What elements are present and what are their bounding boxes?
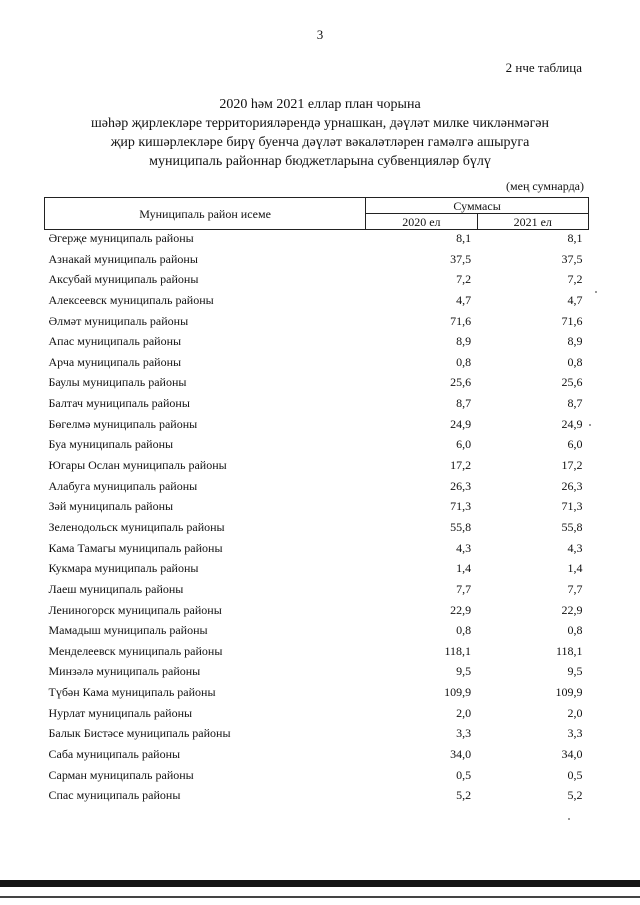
header-year-2020: 2020 ел [366,214,477,230]
table-row [45,788,589,809]
heading-line: 2020 һәм 2021 еллар план чорына [219,97,421,112]
table-row [45,252,589,273]
table-row [45,458,589,479]
district-name-cell: Кама Тамагы муниципаль районы [48,540,223,555]
table-row [45,623,589,644]
value-2020-cell: 7,2 [456,272,472,287]
heading-line: муниципаль районнар бюджетларына субвенцияләр бүлү [149,154,491,169]
district-name-cell: Азнакай муниципаль районы [48,251,198,266]
units-note: (мең сумнарда) [506,179,584,193]
district-name-cell: Саба муниципаль районы [48,747,181,762]
page-number: 3 [316,27,324,42]
table-header [45,198,589,230]
value-2020-cell: 118,1 [444,643,472,658]
district-name-cell: Апас муниципаль районы [48,334,182,349]
district-name-cell: Балык Бистәсе муниципаль районы [48,726,231,741]
value-2021-cell: 55,8 [561,519,583,534]
value-2021-cell: 24,9 [561,416,583,431]
table-row [45,726,589,747]
value-2020-cell: 34,0 [450,747,472,762]
value-2020-cell: 4,7 [456,292,472,307]
value-2020-cell: 0,8 [456,623,472,638]
value-2021-cell: 8,7 [567,396,583,411]
value-2021-cell: 0,5 [567,767,583,782]
district-name-cell: Алабуга муниципаль районы [48,478,198,493]
value-2021-cell: 5,2 [567,788,583,803]
value-2020-cell: 71,6 [450,313,472,328]
table-label: 2 нче таблица [505,60,582,75]
value-2021-cell: 9,5 [567,664,583,679]
value-2020-cell: 8,7 [456,396,472,411]
district-name-cell: Кукмара муниципаль районы [48,561,199,576]
value-2020-cell: 22,9 [450,602,472,617]
district-name-cell: Алексеевск муниципаль районы [48,292,214,307]
value-2021-cell: 26,3 [561,478,583,493]
table-row [45,272,589,293]
subvention-table [44,197,589,809]
district-name-cell: Әлмәт муниципаль районы [48,313,189,328]
district-name-cell: Түбән Кама муниципаль районы [48,685,216,700]
district-name-cell: Буа муниципаль районы [48,437,174,452]
value-2020-cell: 5,2 [456,788,472,803]
district-name-cell: Арча муниципаль районы [48,354,182,369]
table-row [45,314,589,335]
value-2021-cell: 109,9 [555,685,583,700]
value-2020-cell: 0,5 [456,767,472,782]
value-2021-cell: 37,5 [561,251,583,266]
table-row [45,644,589,665]
table-row [45,437,589,458]
value-2020-cell: 17,2 [450,458,472,473]
value-2021-cell: 3,3 [567,726,583,741]
district-name-cell: Минзәлә муниципаль районы [48,664,201,679]
district-name-cell: Нурлат муниципаль районы [48,705,193,720]
value-2021-cell: 25,6 [561,375,583,390]
table-row [45,541,589,562]
scan-speck [595,291,597,293]
district-name-cell: Лениногорск муниципаль районы [48,602,222,617]
table-row [45,230,589,252]
value-2020-cell: 25,6 [450,375,472,390]
value-2020-cell: 0,8 [456,354,472,369]
value-2021-cell: 8,9 [567,334,583,349]
table-row [45,293,589,314]
district-name-cell: Зеленодольск муниципаль районы [48,519,225,534]
value-2020-cell: 24,9 [450,416,472,431]
value-2021-cell: 22,9 [561,602,583,617]
table-row [45,561,589,582]
value-2020-cell: 3,3 [456,726,472,741]
value-2020-cell: 7,7 [456,581,472,596]
value-2021-cell: 1,4 [567,561,583,576]
district-name-cell: Сарман муниципаль районы [48,767,194,782]
value-2020-cell: 55,8 [450,519,472,534]
value-2020-cell: 4,3 [456,540,472,555]
table-row [45,582,589,603]
value-2021-cell: 17,2 [561,458,583,473]
table-row [45,355,589,376]
value-2020-cell: 26,3 [450,478,472,493]
table-row [45,334,589,355]
scan-speck [589,424,591,426]
table-row [45,499,589,520]
heading-line: шәһәр җирлекләре территорияләрендә урнашкан, дәүләт милке чикләнмәгән [90,116,550,131]
district-name-cell: Аксубай муниципаль районы [48,272,199,287]
table-row [45,768,589,789]
value-2021-cell: 6,0 [567,437,583,452]
value-2021-cell: 7,2 [567,272,583,287]
value-2020-cell: 6,0 [456,437,472,452]
value-2021-cell: 118,1 [555,643,583,658]
value-2021-cell: 71,6 [561,313,583,328]
value-2020-cell: 1,4 [456,561,472,576]
district-name-cell: Балтач муниципаль районы [48,396,190,411]
table-row [45,603,589,624]
district-name-cell: Зәй муниципаль районы [48,499,174,514]
value-2021-cell: 0,8 [567,623,583,638]
district-name-cell: Бөгелмә муниципаль районы [48,416,198,431]
district-name-cell: Спас муниципаль районы [48,788,181,803]
scan-speck [568,818,570,820]
scan-shadow-bar [0,880,640,887]
value-2021-cell: 34,0 [561,747,583,762]
district-name-cell: Лаеш муниципаль районы [48,581,184,596]
value-2021-cell: 4,3 [567,540,583,555]
district-name-cell: Менделеевск муниципаль районы [48,643,223,658]
table-row [45,396,589,417]
value-2020-cell: 8,1 [456,231,472,245]
value-2021-cell: 71,3 [561,499,583,514]
table-row [45,375,589,396]
document-heading [40,95,600,171]
header-amount: Суммасы [366,198,589,214]
district-name-cell: Әгерҗе муниципаль районы [48,231,194,245]
table-row [45,685,589,706]
value-2021-cell: 2,0 [567,705,583,720]
scan-edge-line [0,896,640,898]
table-row [45,479,589,500]
header-district-name: Муниципаль район исеме [45,198,366,230]
district-name-cell: Югары Ослан муниципаль районы [48,458,227,473]
value-2020-cell: 109,9 [444,685,472,700]
table-row [45,520,589,541]
value-2020-cell: 71,3 [450,499,472,514]
table-row [45,706,589,727]
header-year-2021: 2021 ел [477,214,588,230]
value-2020-cell: 9,5 [456,664,472,679]
table-body [45,230,589,809]
value-2021-cell: 7,7 [567,581,583,596]
table-row [45,417,589,438]
value-2021-cell: 0,8 [567,354,583,369]
table-row [45,664,589,685]
district-name-cell: Мамадыш муниципаль районы [48,623,208,638]
value-2021-cell: 4,7 [567,292,583,307]
district-name-cell: Баулы муниципаль районы [48,375,187,390]
value-2020-cell: 8,9 [456,334,472,349]
value-2021-cell: 8,1 [567,231,583,245]
value-2020-cell: 37,5 [450,251,472,266]
table-row [45,747,589,768]
value-2020-cell: 2,0 [456,705,472,720]
heading-line: җир кишәрлекләре бирү буенча дәүләт вәкаләтләрен гамәлгә ашыруга [110,135,530,150]
